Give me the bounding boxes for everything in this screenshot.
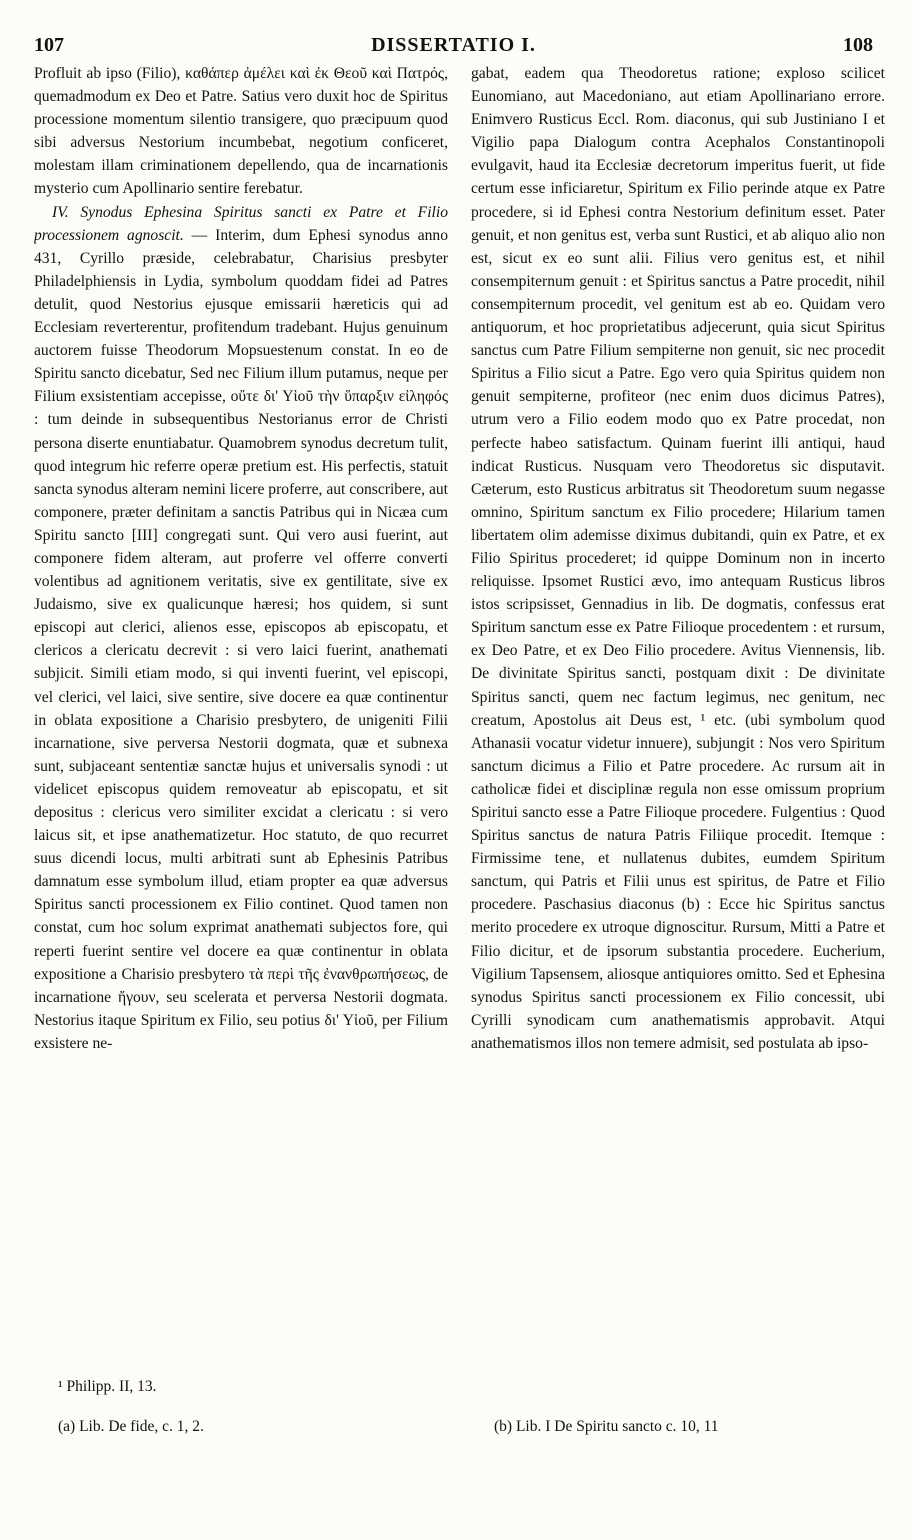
footnote-star: ¹ Philipp. II, 13. [58,1378,157,1395]
page-header [34,26,873,60]
right-column [471,62,885,1362]
section-body: — Interim, dum Ephesi synodus anno 431, Cyrillo præside, celebrabatur, Charisius presbyter Philadelphiensis in Lydia, symbolum quoddam fidei ad Patres detulit, quod Nestorius ejusque emissarii hæreticis qui ad Ecclesiam reverterentur, profitendum tradebant. Hujus genuinum auctorem fuisse Theodorum Mopsuestenum constat. In eo de Spiritu sancto dicebatur, Sed nec Filium illum putamus, neque per Filium exsistentiam accepisse, οὔτε δι' Υἱοῦ τὴν ὕπαρξιν εἰληφός : tum deinde in subsequentibus Nestorianus error de Christi persona diserte enuntiabatur. Quamobrem synodus decretum tulit, quod integrum hic referre operæ pretium est. His perfectis, statuit sancta synodus alteram nemini licere proferre, aut conscribere, aut componere, præter definitam a sanctis Patribus qui in Nicæa cum Spiritu sancto [III] congregati sunt. Qui vero ausi fuerint, aut componere fidem alteram, aut proferre vel offerre converti volentibus ad agnitionem veritatis, sive ex gentilitate, sive ex Judaismo, sive ex qualicunque hæresi; hos quidem, si sunt episcopi aut clerici, alienos esse, episcopos ab episcopatu, et clericos a clericatu decrevit : si vero laici fuerint, anathemati subjicit. Simili etiam modo, si qui inventi fuerint, vel episcopi, vel clerici, vel laici, sive sentire, sive docere ea quæ continentur in oblata expositione a Charisio presbytero, de unigeniti Filii incarnatione, sive perversa Nestorii dogmata, quæ et subnexa sunt, subjaceant sententiæ sanctæ hujus et universalis synodi : ut videlicet episcopus quidem removeatur ab episcopatu, et sit depositus : clericus vero similiter excidat a clericatu : si vero laicus sit, et ipse anathematizetur. Hoc statuto, de quo recurret suus dicendi locus, multi arbitrati sunt ab Ephesinis Patribus damnatum esse symbolum illud, etiam propter ea quæ adversus Spiritus sancti processionem ex Filio continet. Quod tamen non constat, cum hoc solum exprimat anathemati subjectos fore, qui reperti fuerint sentire vel docere ea quæ continentur in oblata expositione a Charisio presbytero τὰ περὶ τῆς ἐνανθρωπήσεως, de incarnatione ἤγουν, seu scelerata et perversa Nestorii dogmata. Nestorius itaque Spiritum ex Filio, seu potius δι' Υἱοῦ, per Filium exsistere ne- [34,226,448,1052]
section-heading: IV. Synodus Ephesina Spiritus sancti ex Patre et Filio processionem agnoscit. [34,203,448,244]
paragraph-continuation: Profluit ab ipso (Filio), καθάπερ ἀμέλει καὶ ἐκ Θεοῦ καὶ Πατρός, quemadmodum ex Deo et Patre. Satius vero duxit hoc de Spiritus processione momentum silentio transigere, quo præcipuum quod sibi adversus Nestorium incumbebat, negotium conficeret, molestam illam criminationem depellendo, qua de incarnationis mysterio cum Apollinario sentire ferebatur. [34,65,448,198]
running-title: DISSERTATIO I. [371,34,536,56]
left-column [34,62,448,1362]
page-number-left: 107 [34,34,64,56]
paragraph-continuation: gabat, eadem qua Theodoretus ratione; exploso scilicet Eunomiano, aut Macedoniano, aut etiam Apollinariano errore. Enimvero Rusticus Eccl. Rom. diaconus, qui sub Justiniano I et Vigilio papa Dialogum contra Acephalos Constantinopoli evulgavit, haud ita Ecclesiæ decretorum imperitus fuerit, ut fide certum esse inficiaretur, Spiritum ex Filio perinde atque ex Patre procedere, si id Ephesi contra Nestorium definitum esset. Pater genuit, et non genitus est, verba sunt Rustici, et ab aliquo alio non est, sicut ex eo sunt alii. Filius vero genitus est, et nihil consempiternum genuit : et Spiritus sanctus a Patre procedit, nihil consempiternum procedit, vel genitum est ab eo. Quidam vero antiquorum, et hoc proprietatibus adjecerunt, quia sicut Spiritus sanctus cum Patre Filium sempiterne non genuit, sic nec procedit Spiritus a Filio sicut a Patre. Ego vero quia Spiritus quidem non genuit sempiterne, profiteor (nec enim duos dicimus Patres), utrum vero a Filio eodem modo quo ex Patre procedat, non perfecte habeo satisfactum. Quinam fuerint illi antiqui, haud indicat Rusticus. Nusquam vero Theodoretus sic disputavit. Cæterum, esto Rusticus arbitratus sit Theodoretum suum negasse omnino, Spiritum sanctum ex Filio procedere; Hilarium tamen libertatem olim ademisse diximus dubitandi, quin ex Patre, et ex Filio Spiritus procederet; id quippe Dominum non in incerto reliquisse. Ipsomet Rustici ævo, imo antequam Rusticus libros istos scripsisset, Gennadius in lib. De dogmatis, confessus erat Spiritum sanctum esse ex Patre Filioque procedentem : et rursum, ex Deo Patre, et ex Deo Filio procedere. Avitus Viennensis, lib. De divinitate Spiritus sancti, postquam dixit : De divinitate Spiritus sancti, quem nec factum legimus, nec genitum, nec creatum, Apostolus ait Deus est, ¹ etc. (ubi symbolum quod Athanasii vocatur videtur innuere), subjungit : Nos vero Spiritum sanctum dicimus a Filio et Patre procedere. Ac rursum ait in catholicæ fidei et disciplinæ regula non esse omissum proprium Spiritui sancto esse a Patre Filioque procedere. Fulgentius : Quod Spiritus sanctus de natura Patris Filiique procedit. Itemque : Firmissime tene, et nullatenus dubites, eumdem Spiritum sanctum, qui Patris et Filii unus est spiritus, de Patre et Filio procedere. Paschasius diaconus (b) : Ecce hic Spiritus sanctus merito procedere ex utroque dignoscitur. Rursum, Mitti a Patre et Filio dicitur, et de ipsorum substantia procedere. Eucherium, Vigilium Tapsensem, aliosque antiquiores omitto. Sed et Ephesina synodus Spiritus sancti processionem ex Filio concessit, ubi Cyrilli synodicam cum anathematismis approbavit. Atqui anathematismos illos non temere admisit, sed postulata ab ipso- [471,65,885,1052]
section-iv [34,201,448,1055]
footnote-a: (a) Lib. De fide, c. 1, 2. [58,1418,204,1435]
page-number-right: 108 [843,34,873,56]
footnote-b: (b) Lib. I De Spiritu sancto c. 10, 11 [494,1418,719,1435]
